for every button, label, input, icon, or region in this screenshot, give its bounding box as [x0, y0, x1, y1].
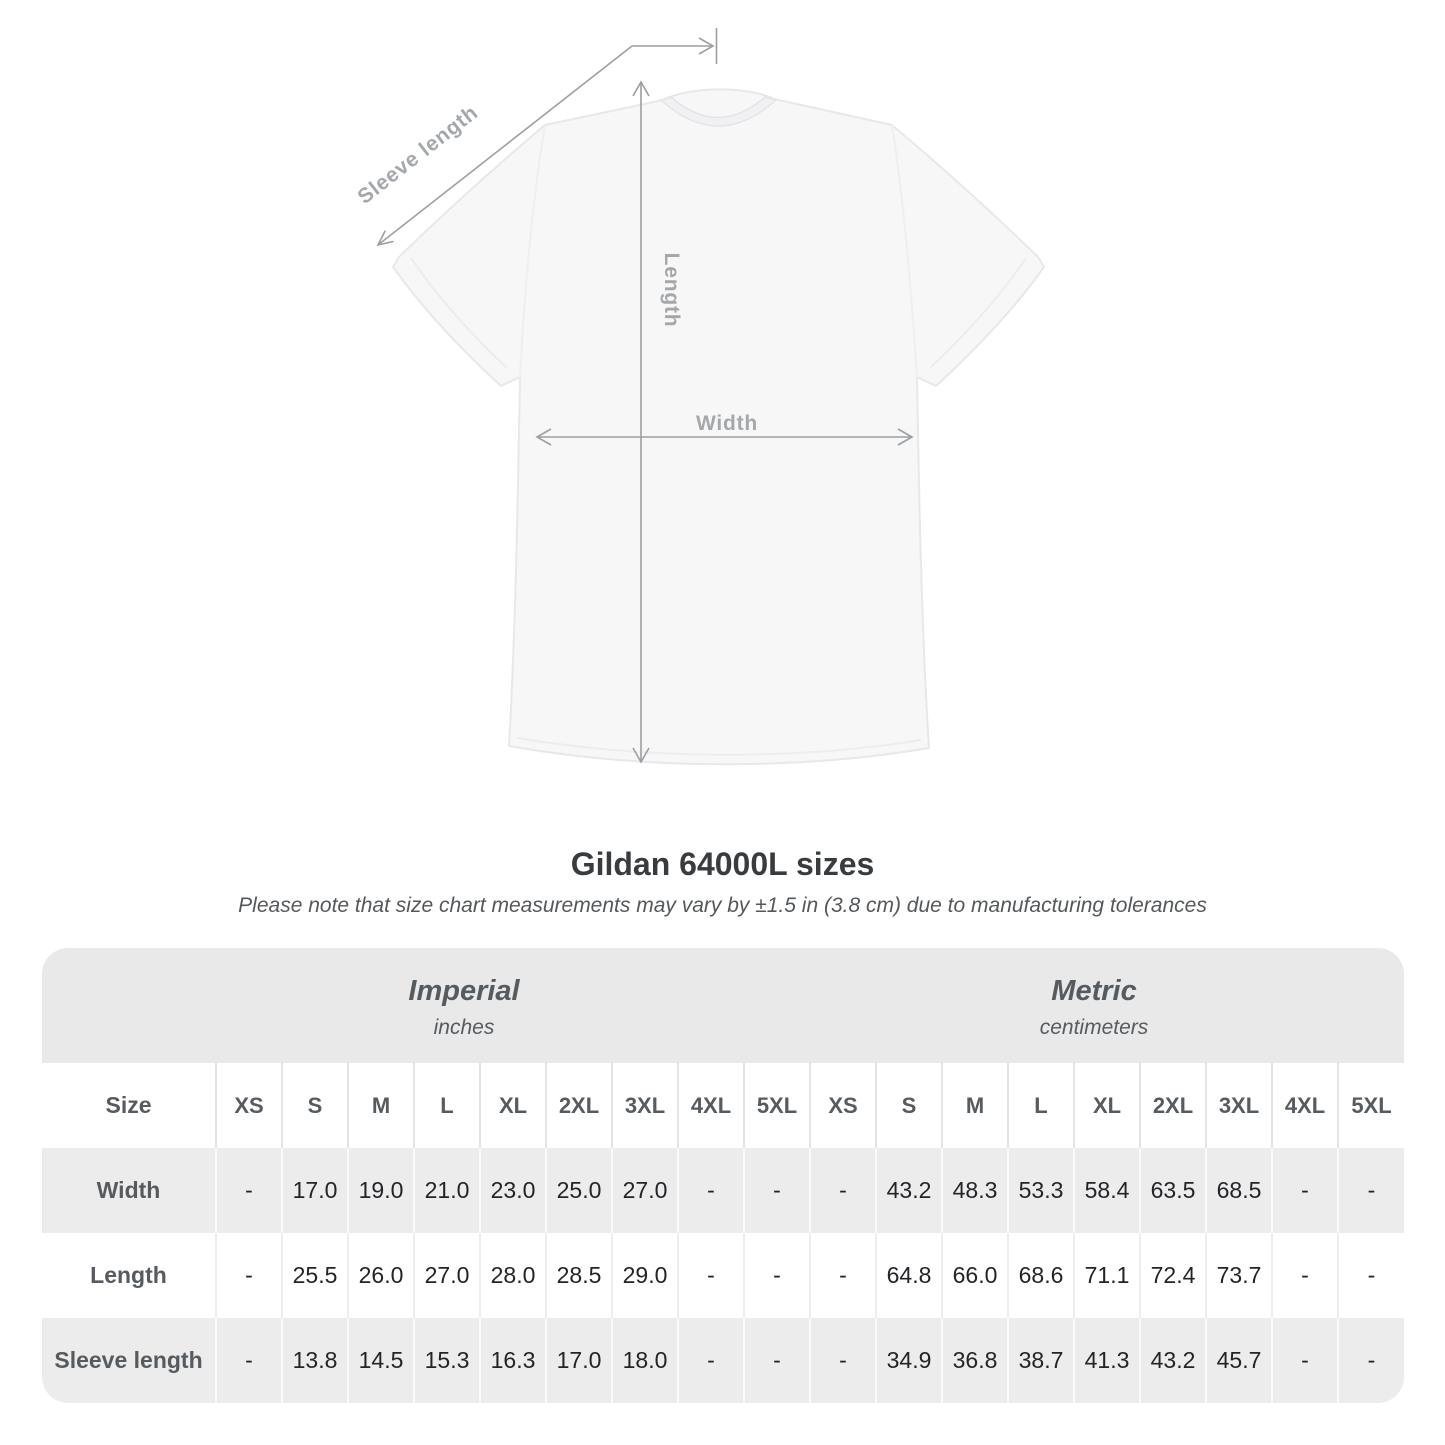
size-col-header: XS [216, 1063, 282, 1148]
metric-label: Metric [1051, 975, 1137, 1007]
size-value-cell: 41.3 [1074, 1318, 1140, 1403]
size-value-cell: - [810, 1233, 876, 1318]
imperial-label: Imperial [408, 975, 520, 1007]
size-value-cell: - [216, 1318, 282, 1403]
size-value-cell: 16.3 [480, 1318, 546, 1403]
sleeve-length-row [42, 1318, 1404, 1403]
size-value-cell: 43.2 [876, 1148, 942, 1233]
size-value-cell: 17.0 [546, 1318, 612, 1403]
size-corner-label: Size [42, 1063, 216, 1148]
size-value-cell: 19.0 [348, 1148, 414, 1233]
size-value-cell: - [678, 1148, 744, 1233]
size-col-header: 3XL [612, 1063, 678, 1148]
row-label: Length [90, 1262, 167, 1288]
size-value-cell: 43.2 [1140, 1318, 1206, 1403]
size-value-cell: 58.4 [1074, 1148, 1140, 1233]
size-value-cell: 73.7 [1206, 1233, 1272, 1318]
size-col-header: 3XL [1206, 1063, 1272, 1148]
size-value-cell: - [678, 1318, 744, 1403]
size-value-cell: 28.5 [546, 1233, 612, 1318]
tolerance-note: Please note that size chart measurements may vary by ±1.5 in (3.8 cm) due to manufacturing tolerances [238, 894, 1207, 917]
row-label: Width [96, 1177, 161, 1203]
size-col-header: 2XL [1140, 1063, 1206, 1148]
size-col-header: XS [810, 1063, 876, 1148]
size-value-cell: 17.0 [282, 1148, 348, 1233]
imperial-unit: inches [433, 1016, 495, 1039]
size-value-cell: - [1338, 1318, 1404, 1403]
metric-group-header [810, 948, 1404, 1063]
size-value-cell: - [744, 1233, 810, 1318]
size-value-cell: 23.0 [480, 1148, 546, 1233]
size-col-header: XL [1074, 1063, 1140, 1148]
size-value-cell: 14.5 [348, 1318, 414, 1403]
size-value-cell: - [1272, 1148, 1338, 1233]
size-value-cell: - [216, 1148, 282, 1233]
size-value-cell: 25.0 [546, 1148, 612, 1233]
size-value-cell: 63.5 [1140, 1148, 1206, 1233]
size-value-cell: - [1338, 1233, 1404, 1318]
page-title: Gildan 64000L sizes [570, 846, 875, 882]
size-value-cell: - [678, 1233, 744, 1318]
unit-group-row [42, 948, 1404, 1063]
size-value-cell: 13.8 [282, 1318, 348, 1403]
size-col-header: 4XL [1272, 1063, 1338, 1148]
row-label: Sleeve length [54, 1347, 203, 1373]
width-row [42, 1148, 1404, 1233]
size-col-header: L [414, 1063, 480, 1148]
imperial-group-header [42, 948, 810, 1063]
size-col-header: XL [480, 1063, 546, 1148]
size-value-cell: - [744, 1148, 810, 1233]
size-col-header: M [942, 1063, 1008, 1148]
size-value-cell: 27.0 [414, 1233, 480, 1318]
size-col-header: 4XL [678, 1063, 744, 1148]
size-table [42, 948, 1404, 1403]
size-value-cell: 45.7 [1206, 1318, 1272, 1403]
size-value-cell: 71.1 [1074, 1233, 1140, 1318]
size-value-cell: 25.5 [282, 1233, 348, 1318]
size-value-cell: 29.0 [612, 1233, 678, 1318]
length-row [42, 1233, 1404, 1318]
size-value-cell: 48.3 [942, 1148, 1008, 1233]
size-value-cell: - [810, 1148, 876, 1233]
size-value-cell: 18.0 [612, 1318, 678, 1403]
size-col-header: L [1008, 1063, 1074, 1148]
size-value-cell: 27.0 [612, 1148, 678, 1233]
metric-unit: centimeters [1039, 1016, 1149, 1039]
size-value-cell: 68.5 [1206, 1148, 1272, 1233]
size-header-row [42, 1063, 1404, 1148]
size-value-cell: 68.6 [1008, 1233, 1074, 1318]
length-label: Length [660, 252, 683, 328]
size-table-container [42, 948, 1404, 1403]
size-value-cell: - [810, 1318, 876, 1403]
size-value-cell: 28.0 [480, 1233, 546, 1318]
size-value-cell: - [1272, 1318, 1338, 1403]
size-value-cell: 72.4 [1140, 1233, 1206, 1318]
size-col-header: 2XL [546, 1063, 612, 1148]
size-value-cell: 66.0 [942, 1233, 1008, 1318]
size-col-header: S [282, 1063, 348, 1148]
size-value-cell: 15.3 [414, 1318, 480, 1403]
size-value-cell: - [744, 1318, 810, 1403]
size-value-cell: 64.8 [876, 1233, 942, 1318]
size-col-header: M [348, 1063, 414, 1148]
size-value-cell: 26.0 [348, 1233, 414, 1318]
size-value-cell: 21.0 [414, 1148, 480, 1233]
sleeve-length-label: Sleeve length [353, 100, 483, 209]
size-col-header: 5XL [1338, 1063, 1404, 1148]
size-value-cell: - [216, 1233, 282, 1318]
size-col-header: S [876, 1063, 942, 1148]
size-col-header: 5XL [744, 1063, 810, 1148]
size-value-cell: 36.8 [942, 1318, 1008, 1403]
size-value-cell: - [1338, 1148, 1404, 1233]
width-label: Width [695, 412, 759, 435]
size-value-cell: 34.9 [876, 1318, 942, 1403]
size-value-cell: 38.7 [1008, 1318, 1074, 1403]
size-value-cell: 53.3 [1008, 1148, 1074, 1233]
size-value-cell: - [1272, 1233, 1338, 1318]
